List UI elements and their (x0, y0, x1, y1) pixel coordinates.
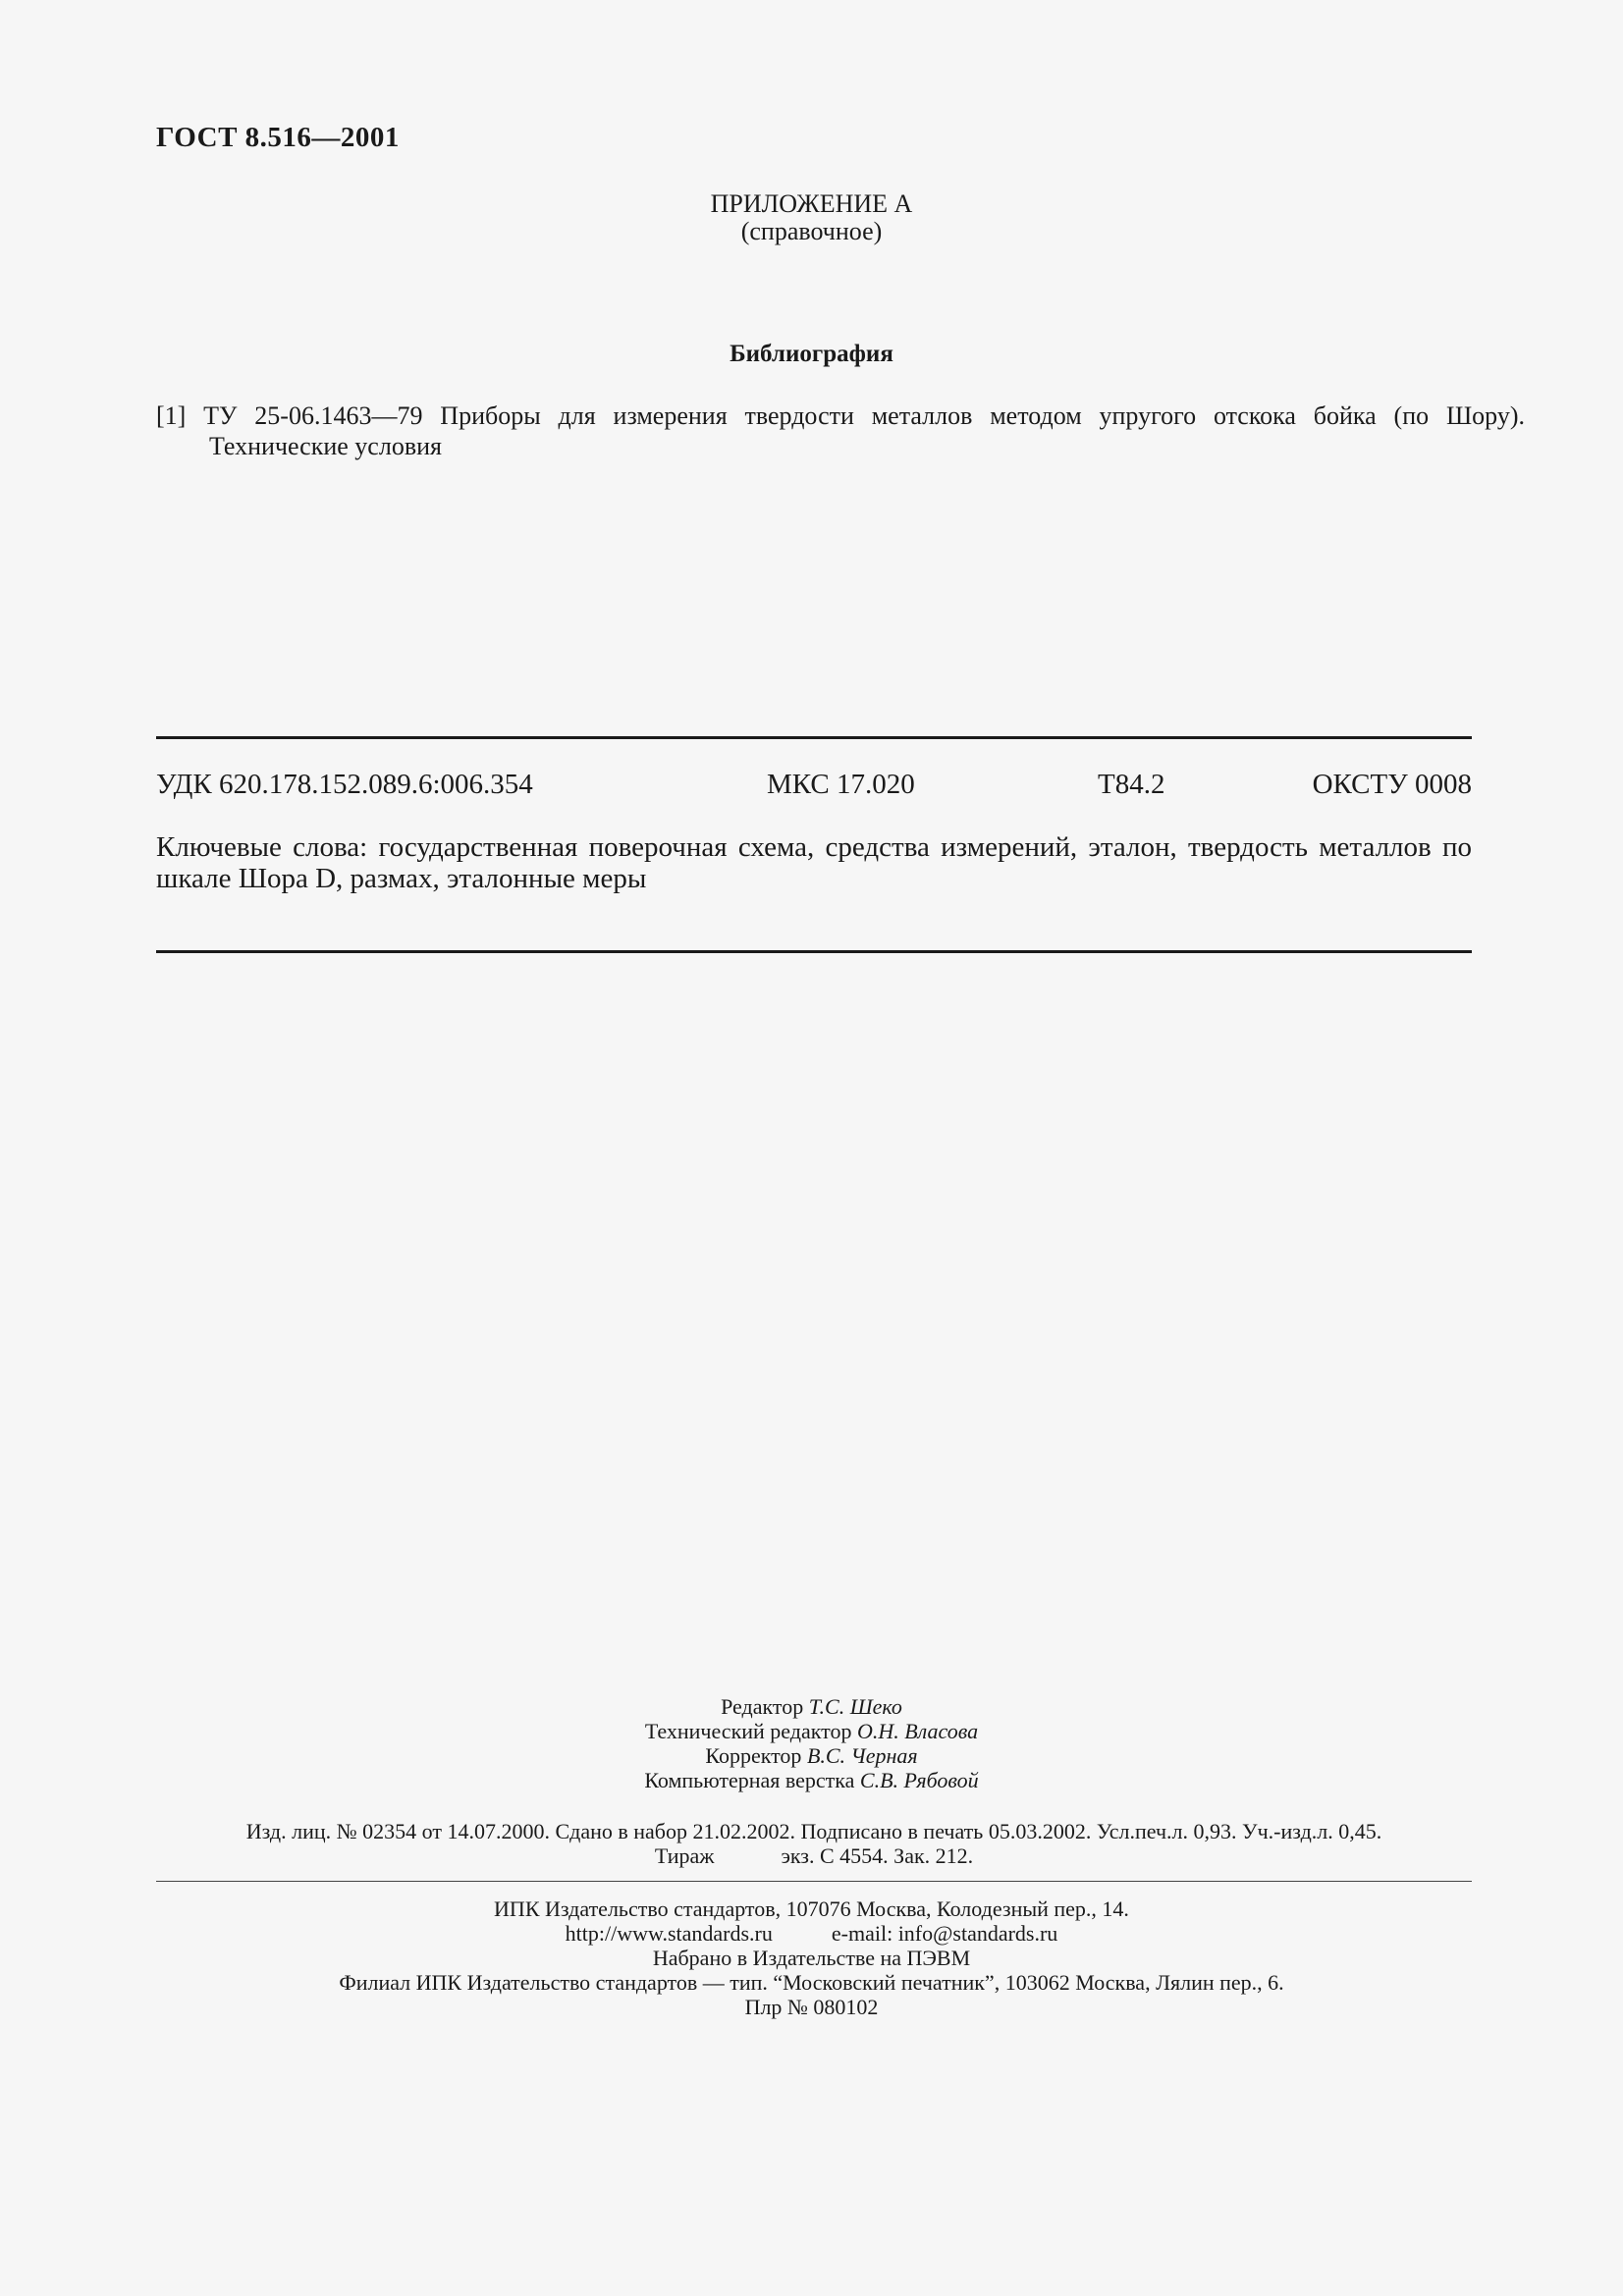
keywords-text: государственная поверочная схема, средства измерений, эталон, твердость металлов по шкале Шора D, размах, эталонные меры (156, 831, 1472, 894)
publisher-address: ИПК Издательство стандартов, 107076 Москва, Колодезный пер., 14. (494, 1896, 1129, 1921)
credit-name: О.Н. Власова (856, 1719, 979, 1743)
mks-code: МКС 17.020 (767, 769, 915, 800)
credit-tech-editor (0, 1719, 1623, 1743)
circulation-label: Тираж (654, 1843, 715, 1868)
credit-name: В.С. Черная (806, 1743, 918, 1768)
credit-name: С.В. Рябовой (859, 1768, 979, 1792)
appendix-subtitle: (справочное) (740, 217, 883, 245)
print-info-block (156, 1819, 1472, 1868)
footer-divider (156, 1881, 1472, 1882)
credit-role: Редактор (721, 1694, 804, 1719)
keywords-label: Ключевые слова: (156, 831, 368, 863)
circulation-details: экз. С 4554. Зак. 212. (781, 1843, 974, 1868)
circulation-line (156, 1843, 1472, 1868)
bibliography-heading: Библиография (730, 341, 893, 367)
credits-block (0, 1694, 1623, 1792)
credit-editor (0, 1694, 1623, 1719)
publisher-contacts (0, 1921, 1623, 1946)
bibliography-entry-text: ТУ 25-06.1463—79 Приборы для измерения твердости металлов методом упругого отскока бойка (по Шору). Технические условия (203, 401, 1525, 460)
publisher-website: http://www.standards.ru (565, 1921, 773, 1946)
credit-name: Т.С. Шеко (808, 1694, 902, 1719)
credit-proofreader (0, 1743, 1623, 1768)
appendix-header (0, 190, 1623, 245)
printer-license: Плр № 080102 (744, 1995, 879, 2019)
okstu-code: ОКСТУ 0008 (1312, 769, 1472, 800)
appendix-title: ПРИЛОЖЕНИЕ А (710, 189, 913, 218)
credit-role: Технический редактор (644, 1719, 852, 1743)
bibliography-entry-number: [1] (156, 401, 187, 430)
print-info-line: Изд. лиц. № 02354 от 14.07.2000. Сдано в набор 21.02.2002. Подписано в печать 05.03.2002. Усл.печ.л. 0,93. Уч.-изд.л. 0,45. (245, 1819, 1382, 1843)
top-divider (156, 736, 1472, 739)
bottom-divider (156, 950, 1472, 953)
credit-role: Корректор (705, 1743, 802, 1768)
udk-code: УДК 620.178.152.089.6:006.354 (156, 769, 533, 800)
t-code: Т84.2 (1098, 769, 1165, 800)
printer-branch: Филиал ИПК Издательство стандартов — тип. “Московский печатник”, 103062 Москва, Лялин пер., 6. (339, 1970, 1284, 1995)
keywords-block (156, 831, 1472, 894)
publisher-email: e-mail: info@standards.ru (831, 1921, 1058, 1946)
credit-role: Компьютерная верстка (644, 1768, 855, 1792)
document-title: ГОСТ 8.516—2001 (156, 122, 400, 153)
credit-layout (0, 1768, 1623, 1792)
typeset-note: Набрано в Издательстве на ПЭВМ (652, 1946, 971, 1970)
publisher-block (0, 1896, 1623, 2019)
bibliography-entry (156, 400, 1525, 461)
